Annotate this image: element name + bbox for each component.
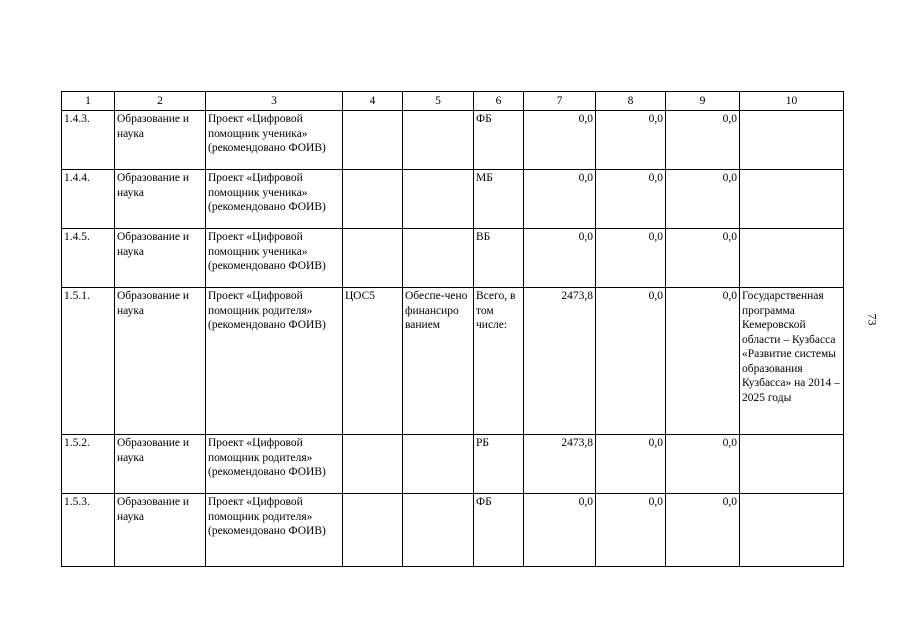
- code-cell: [343, 494, 403, 567]
- project-cell: Проект «Цифровой помощник родителя» (рекомендовано ФОИВ): [206, 288, 343, 435]
- column-header-8: 8: [596, 92, 666, 111]
- program-cell: Государственная программа Кемеровской области – Кузбасса «Развитие системы образования Кузбасса» на 2014 – 2025 годы: [740, 288, 844, 435]
- value-col9-cell: 0,0: [666, 229, 740, 288]
- column-header-6: 6: [474, 92, 524, 111]
- program-cell: [740, 111, 844, 170]
- program-cell: [740, 435, 844, 494]
- row-number-cell: 1.5.2.: [62, 435, 115, 494]
- table-row: [62, 288, 844, 435]
- source-cell: МБ: [474, 170, 524, 229]
- table-row: [62, 435, 844, 494]
- project-cell: Проект «Цифровой помощник ученика» (рекомендовано ФОИВ): [206, 111, 343, 170]
- value-col8-cell: 0,0: [596, 170, 666, 229]
- sector-cell: Образование и наука: [115, 170, 206, 229]
- table-row: [62, 229, 844, 288]
- source-cell: РБ: [474, 435, 524, 494]
- sector-cell: Образование и наука: [115, 494, 206, 567]
- source-cell: ФБ: [474, 494, 524, 567]
- project-cell: Проект «Цифровой помощник родителя» (рекомендовано ФОИВ): [206, 494, 343, 567]
- value-col9-cell: 0,0: [666, 288, 740, 435]
- value-col9-cell: 0,0: [666, 494, 740, 567]
- budget-table: [61, 91, 844, 567]
- column-header-4: 4: [343, 92, 403, 111]
- column-header-9: 9: [666, 92, 740, 111]
- row-number-cell: 1.5.1.: [62, 288, 115, 435]
- sector-cell: Образование и наука: [115, 229, 206, 288]
- program-cell: [740, 229, 844, 288]
- column-header-7: 7: [524, 92, 596, 111]
- source-cell: ВБ: [474, 229, 524, 288]
- header-row: [62, 92, 844, 111]
- column-header-1: 1: [62, 92, 115, 111]
- table-row: [62, 111, 844, 170]
- program-cell: [740, 494, 844, 567]
- value-col8-cell: 0,0: [596, 494, 666, 567]
- status-cell: Обеспе-чено финансиро ванием: [403, 288, 474, 435]
- code-cell: ЦОС5: [343, 288, 403, 435]
- status-cell: [403, 229, 474, 288]
- column-header-5: 5: [403, 92, 474, 111]
- project-cell: Проект «Цифровой помощник родителя» (рекомендовано ФОИВ): [206, 435, 343, 494]
- column-header-2: 2: [115, 92, 206, 111]
- value-col8-cell: 0,0: [596, 288, 666, 435]
- row-number-cell: 1.4.4.: [62, 170, 115, 229]
- value-col7-cell: 0,0: [524, 229, 596, 288]
- status-cell: [403, 111, 474, 170]
- code-cell: [343, 229, 403, 288]
- row-number-cell: 1.4.3.: [62, 111, 115, 170]
- value-col9-cell: 0,0: [666, 170, 740, 229]
- column-header-3: 3: [206, 92, 343, 111]
- value-col7-cell: 0,0: [524, 111, 596, 170]
- code-cell: [343, 435, 403, 494]
- status-cell: [403, 170, 474, 229]
- value-col8-cell: 0,0: [596, 435, 666, 494]
- value-col7-cell: 2473,8: [524, 435, 596, 494]
- column-header-10: 10: [740, 92, 844, 111]
- row-number-cell: 1.5.3.: [62, 494, 115, 567]
- value-col7-cell: 0,0: [524, 170, 596, 229]
- project-cell: Проект «Цифровой помощник ученика» (рекомендовано ФОИВ): [206, 170, 343, 229]
- code-cell: [343, 111, 403, 170]
- status-cell: [403, 494, 474, 567]
- sector-cell: Образование и наука: [115, 435, 206, 494]
- value-col7-cell: 2473,8: [524, 288, 596, 435]
- project-cell: Проект «Цифровой помощник ученика» (рекомендовано ФОИВ): [206, 229, 343, 288]
- table-row: [62, 170, 844, 229]
- table-body: [62, 92, 844, 567]
- value-col8-cell: 0,0: [596, 111, 666, 170]
- code-cell: [343, 170, 403, 229]
- sector-cell: Образование и наука: [115, 288, 206, 435]
- value-col8-cell: 0,0: [596, 229, 666, 288]
- source-cell: Всего, в том числе:: [474, 288, 524, 435]
- value-col9-cell: 0,0: [666, 435, 740, 494]
- table-row: [62, 494, 844, 567]
- status-cell: [403, 435, 474, 494]
- page-number: 73: [865, 313, 880, 326]
- row-number-cell: 1.4.5.: [62, 229, 115, 288]
- program-cell: [740, 170, 844, 229]
- value-col9-cell: 0,0: [666, 111, 740, 170]
- source-cell: ФБ: [474, 111, 524, 170]
- sector-cell: Образование и наука: [115, 111, 206, 170]
- value-col7-cell: 0,0: [524, 494, 596, 567]
